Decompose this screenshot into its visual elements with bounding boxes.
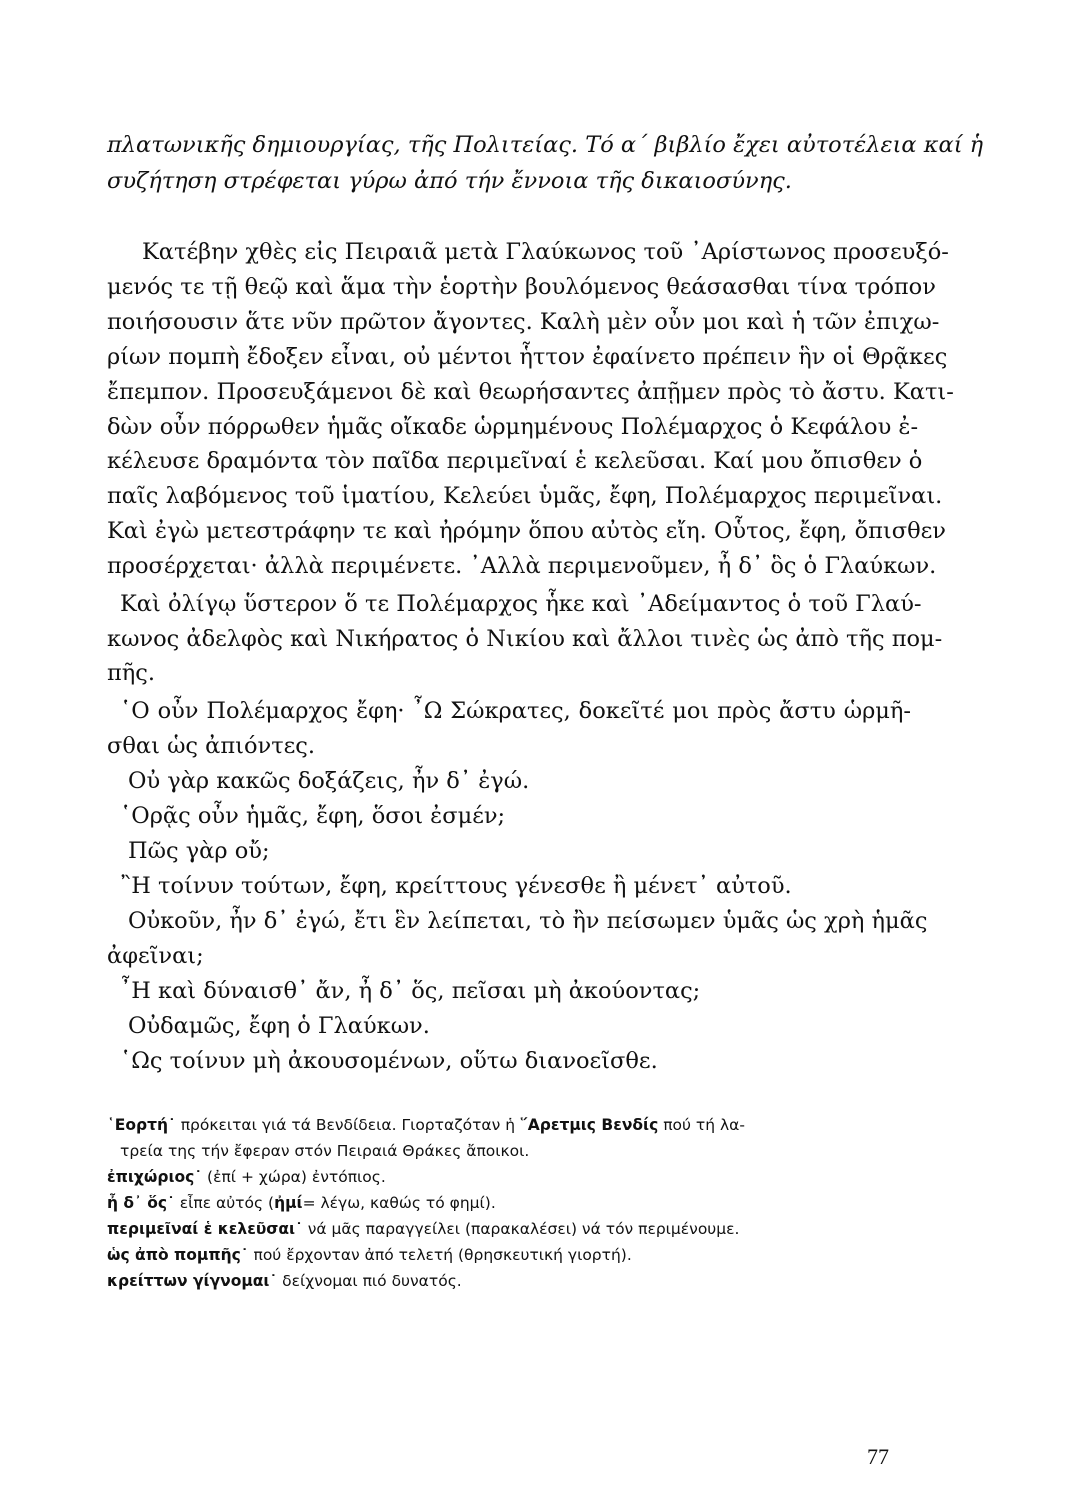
text-line: ρίων πομπὴ ἔδοξεν εἶναι, οὐ μέντοι ἧττον ἐφαίνετο πρέπειν ἣν οἱ Θρᾷκες xyxy=(107,344,948,370)
text-line: κέλευσε δραμόντα τὸν παῖδα περιμεῖναί ἑ κελεῦσαι. Καί μου ὄπισθεν ὁ xyxy=(107,448,923,474)
text-line: πῆς. xyxy=(107,660,156,686)
text-line: κωνος ἀδελφὸς καὶ Νικήρατος ὁ Νικίου καὶ ἄλλοι τινὲς ὡς ἀπὸ τῆς πομ- xyxy=(107,626,943,652)
text-line: ἀφεῖναι; xyxy=(107,943,204,969)
footnote-line xyxy=(107,1192,907,1214)
intro-line-1: πλατωνικῆς δημιουργίας, τῆς Πολιτείας. Τό α΄ βιβλίο ἔχει αὐτοτέλεια καί ἡ xyxy=(107,132,984,158)
text-line: Καὶ ὀλίγῳ ὕστερον ὅ τε Πολέμαρχος ἧκε καὶ ᾿Αδείμαντος ὁ τοῦ Γλαύ- xyxy=(120,591,922,617)
footnote-line xyxy=(107,1270,907,1292)
text-line: Οὐδαμῶς, ἔφη ὁ Γλαύκων. xyxy=(128,1013,430,1039)
footnote-term: ὡς ἀπὸ πομπῆς˙ xyxy=(107,1246,249,1264)
footnote-line xyxy=(107,1166,907,1188)
text-line: Οὐ γὰρ κακῶς δοξάζεις, ἦν δ᾿ ἐγώ. xyxy=(128,768,530,794)
text-line: Πῶς γὰρ οὔ; xyxy=(128,838,270,864)
text-line: Καὶ ἐγὼ μετεστράφην τε καὶ ἠρόμην ὅπου αὐτὸς εἴη. Οὗτος, ἔφη, ὄπισθεν xyxy=(107,518,946,544)
text-line: ῏Η καὶ δύναισθ᾿ ἄν, ἦ δ᾿ ὅς, πεῖσαι μὴ ἀκούοντας; xyxy=(120,978,701,1004)
footnote-text: (ἐπί + χώρα) ἐντόπιος. xyxy=(202,1168,386,1186)
footnote-text: πού τή λα- xyxy=(658,1116,745,1134)
footnote-term: ἦ δ᾿ ὅς˙ xyxy=(107,1194,175,1212)
footnote-line xyxy=(107,1114,907,1136)
page-number: 77 xyxy=(867,1444,889,1469)
footnote-term: ῞Αρετμις Βενδίς xyxy=(520,1116,659,1134)
footnote-text: τρεία της τήν ἔφεραν στόν Πειραιά Θράκες ἄποικοι. xyxy=(120,1142,530,1160)
text-line: σθαι ὡς ἀπιόντες. xyxy=(107,733,316,759)
text-line: παῖς λαβόμενος τοῦ ἱματίου, Κελεύει ὑμᾶς, ἔφη, Πολέμαρχος περιμεῖναι. xyxy=(107,483,943,509)
text-line: Κατέβην χθὲς εἰς Πειραιᾶ μετὰ Γλαύκωνος τοῦ ᾿Αρίστωνος προσευξό- xyxy=(142,239,949,265)
footnote-term: περιμεῖναί ἑ κελεῦσαι˙ xyxy=(107,1220,303,1238)
text-line: ῾Ο οὖν Πολέμαρχος ἔφη· ῏Ω Σώκρατες, δοκεῖτέ μοι πρὸς ἄστυ ὡρμῆ- xyxy=(120,698,911,724)
footnote-term: ἠμί xyxy=(274,1194,303,1212)
footnote-line xyxy=(120,1140,920,1162)
footnote-term: κρείττων γίγνομαι˙ xyxy=(107,1272,278,1290)
footnote-text: πρόκειται γιά τά Βενδίδεια. Γιορταζόταν ἡ xyxy=(175,1116,520,1134)
text-line: ἔπεμπον. Προσευξάμενοι δὲ καὶ θεωρήσαντες ἀπῇμεν πρὸς τὸ ἄστυ. Κατι- xyxy=(107,379,954,405)
intro-line-2: συζήτηση στρέφεται γύρω ἀπό τήν ἔννοια τῆς δικαιοσύνης. xyxy=(107,168,792,194)
text-line: δὼν οὖν πόρρωθεν ἡμᾶς οἴκαδε ὡρμημένους Πολέμαρχος ὁ Κεφάλου ἐ- xyxy=(107,414,919,440)
text-line: ῾Ως τοίνυν μὴ ἀκουσομένων, οὕτω διανοεῖσθε. xyxy=(120,1048,658,1074)
text-line: προσέρχεται· ἀλλὰ περιμένετε. ᾿Αλλὰ περιμενοῦμεν, ἦ δ᾿ ὃς ὁ Γλαύκων. xyxy=(107,553,937,579)
text-line: Οὐκοῦν, ἦν δ᾿ ἐγώ, ἔτι ἓν λείπεται, τὸ ἢν πείσωμεν ὑμᾶς ὡς χρὴ ἡμᾶς xyxy=(128,908,928,934)
text-line: ῾Ορᾷς οὖν ἡμᾶς, ἔφη, ὅσοι ἐσμέν; xyxy=(120,803,506,829)
footnote-text: πού ἔρχονταν ἀπό τελετή (θρησκευτική γιορτή). xyxy=(248,1246,632,1264)
footnote-line xyxy=(107,1218,907,1240)
footnote-text: νά μᾶς παραγγείλει (παρακαλέσει) νά τόν περιμένουμε. xyxy=(302,1220,740,1238)
footnote-term: ῾Εορτή˙ xyxy=(107,1116,176,1134)
footnote-line xyxy=(107,1244,907,1266)
footnote-term: ἐπιχώριος˙ xyxy=(107,1168,203,1186)
footnote-text: εἶπε αὐτός ( xyxy=(174,1194,275,1212)
text-line: ποιήσουσιν ἅτε νῦν πρῶτον ἄγοντες. Καλὴ μὲν οὖν μοι καὶ ἡ τῶν ἐπιχω- xyxy=(107,309,940,335)
text-line: ῍Η τοίνυν τούτων, ἔφη, κρείττους γένεσθε ἢ μένετ᾿ αὐτοῦ. xyxy=(120,873,792,899)
footnote-text: = λέγω, καθώς τό φημί). xyxy=(302,1194,496,1212)
text-line: μενός τε τῇ θεῷ καὶ ἅμα τὴν ἑορτὴν βουλόμενος θεάσασθαι τίνα τρόπον xyxy=(107,274,936,300)
footnote-text: δείχνομαι πιό δυνατός. xyxy=(277,1272,462,1290)
